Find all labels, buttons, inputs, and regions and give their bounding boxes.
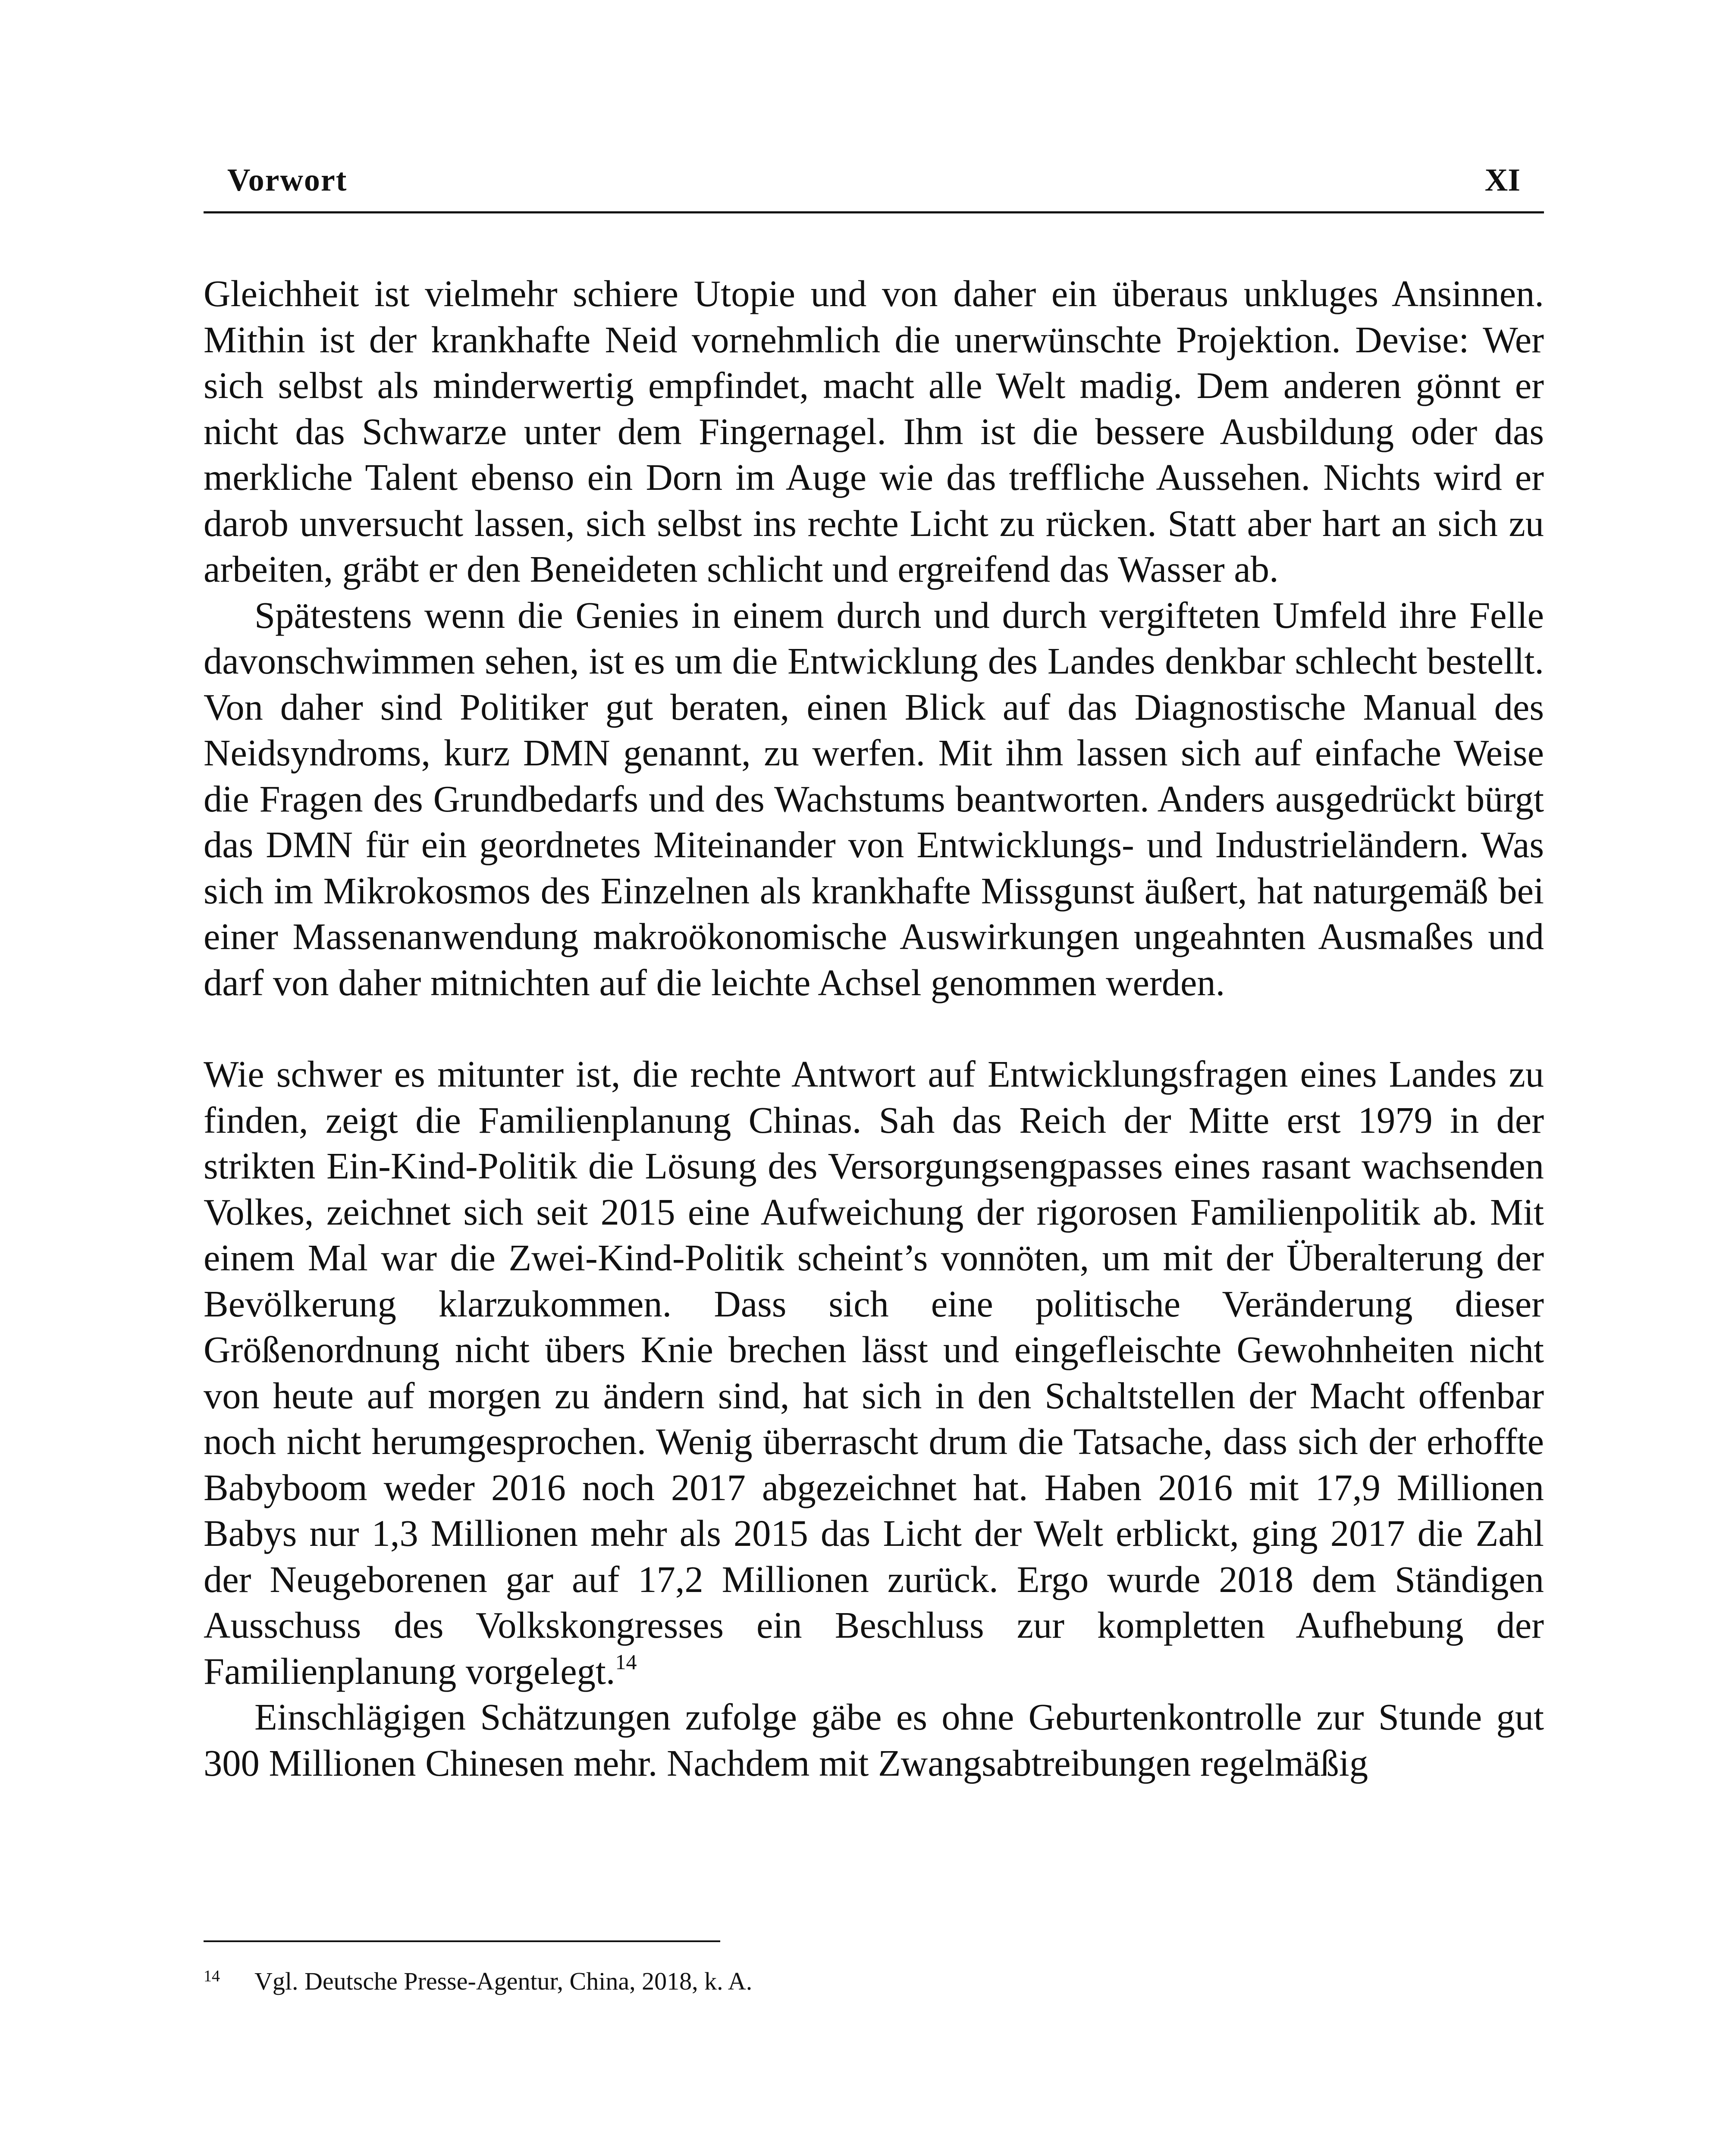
footnote-number: 14 <box>204 1967 220 1985</box>
paragraph-2: Spätestens wenn die Genies in einem durch und durch vergifteten Umfeld ihre Felle davonschwimmen sehen, ist es um die Entwicklung des Landes denkbar schlecht bestellt. Von daher sind Politiker gut beraten, einen Blick auf das Diagnostische Manual des Neidsyndroms, kurz DMN genannt, zu werfen. Mit ihm lassen sich auf einfache Weise die Fragen des Grundbedarfs und des Wachstums beantworten. Anders ausgedrückt bürgt das DMN für ein geordnetes Miteinander von Entwicklungs- und Industrieländern. Was sich im Mikrokosmos des Einzelnen als krankhafte Missgunst äußert, hat naturgemäß bei einer Massenanwendung makroökonomische Auswirkungen ungeahnten Ausmaßes und darf von daher mitnichten auf die leichte Achsel genommen werden. <box>204 594 1544 1003</box>
paragraph-3-text: Wie schwer es mitunter ist, die rechte Antwort auf Entwicklungsfragen eines Landes zu finden, zeigt die Familienplanung Chinas. Sah das Reich der Mitte erst 1979 in der strikten Ein-Kind-Politik die Lösung des Versorgungsengpasses eines rasant wachsenden Volkes, zeichnet sich seit 2015 eine Aufweichung der rigorosen Familienpolitik ab. Mit einem Mal war die Zwei-Kind-Politik scheint’s vonnöten, um mit der Überalterung der Bevölkerung klarzukommen. Dass sich eine politische Veränderung dieser Größenordnung nicht übers Knie brechen lässt und eingefleischte Gewohnheiten nicht von heute auf morgen zu ändern sind, hat sich in den Schaltstellen der Macht offenbar noch nicht herumgesprochen. Wenig überrascht drum die Tatsache, dass sich der erhoffte Babyboom weder 2016 noch 2017 abgezeichnet hat. Haben 2016 mit 17,9 Millionen Babys nur 1,3 Millionen mehr als 2015 das Licht der Welt erblickt, ging 2017 die Zahl der Neugeborenen gar auf 17,2 Millionen zurück. Ergo wurde 2018 dem Ständigen Ausschuss des Volkskongresses ein Beschluss zur kompletten Aufhebung der Familienplanung vorgelegt. <box>204 1053 1544 1692</box>
footnote-text: Vgl. Deutsche Presse-Agentur, China, 2018, k. A. <box>254 1967 753 1995</box>
paragraph-4: Einschlägigen Schätzungen zufolge gäbe es ohne Geburtenkontrolle zur Stunde gut 300 Millionen Chinesen mehr. Nachdem mit Zwangsabtreibungen regelmäßig <box>204 1696 1544 1784</box>
running-header <box>204 157 1544 205</box>
page-number: XI <box>1484 163 1520 198</box>
body-text <box>204 271 1544 1786</box>
footnote-reference[interactable]: 14 <box>615 1649 637 1674</box>
header-rule <box>204 211 1544 213</box>
paragraph-3 <box>204 1051 1544 1694</box>
footnote-separator <box>204 1940 720 1942</box>
paragraph-1: Gleichheit ist vielmehr schiere Utopie und von daher ein überaus unkluges Ansinnen. Mithin ist der krankhafte Neid vornehmlich die unerwünschte Projektion. Devise: Wer sich selbst als minderwertig empfindet, macht alle Welt madig. Dem anderen gönnt er nicht das Schwarze unter dem Fingernagel. Ihm ist die bessere Ausbildung oder das merkliche Talent ebenso ein Dorn im Auge wie das treffliche Aussehen. Nichts wird er darob unversucht lassen, sich selbst ins rechte Licht zu rücken. Statt aber hart an sich zu arbeiten, gräbt er den Beneideten schlicht und ergreifend das Wasser ab. <box>204 273 1544 590</box>
chapter-title: Vorwort <box>227 163 348 198</box>
